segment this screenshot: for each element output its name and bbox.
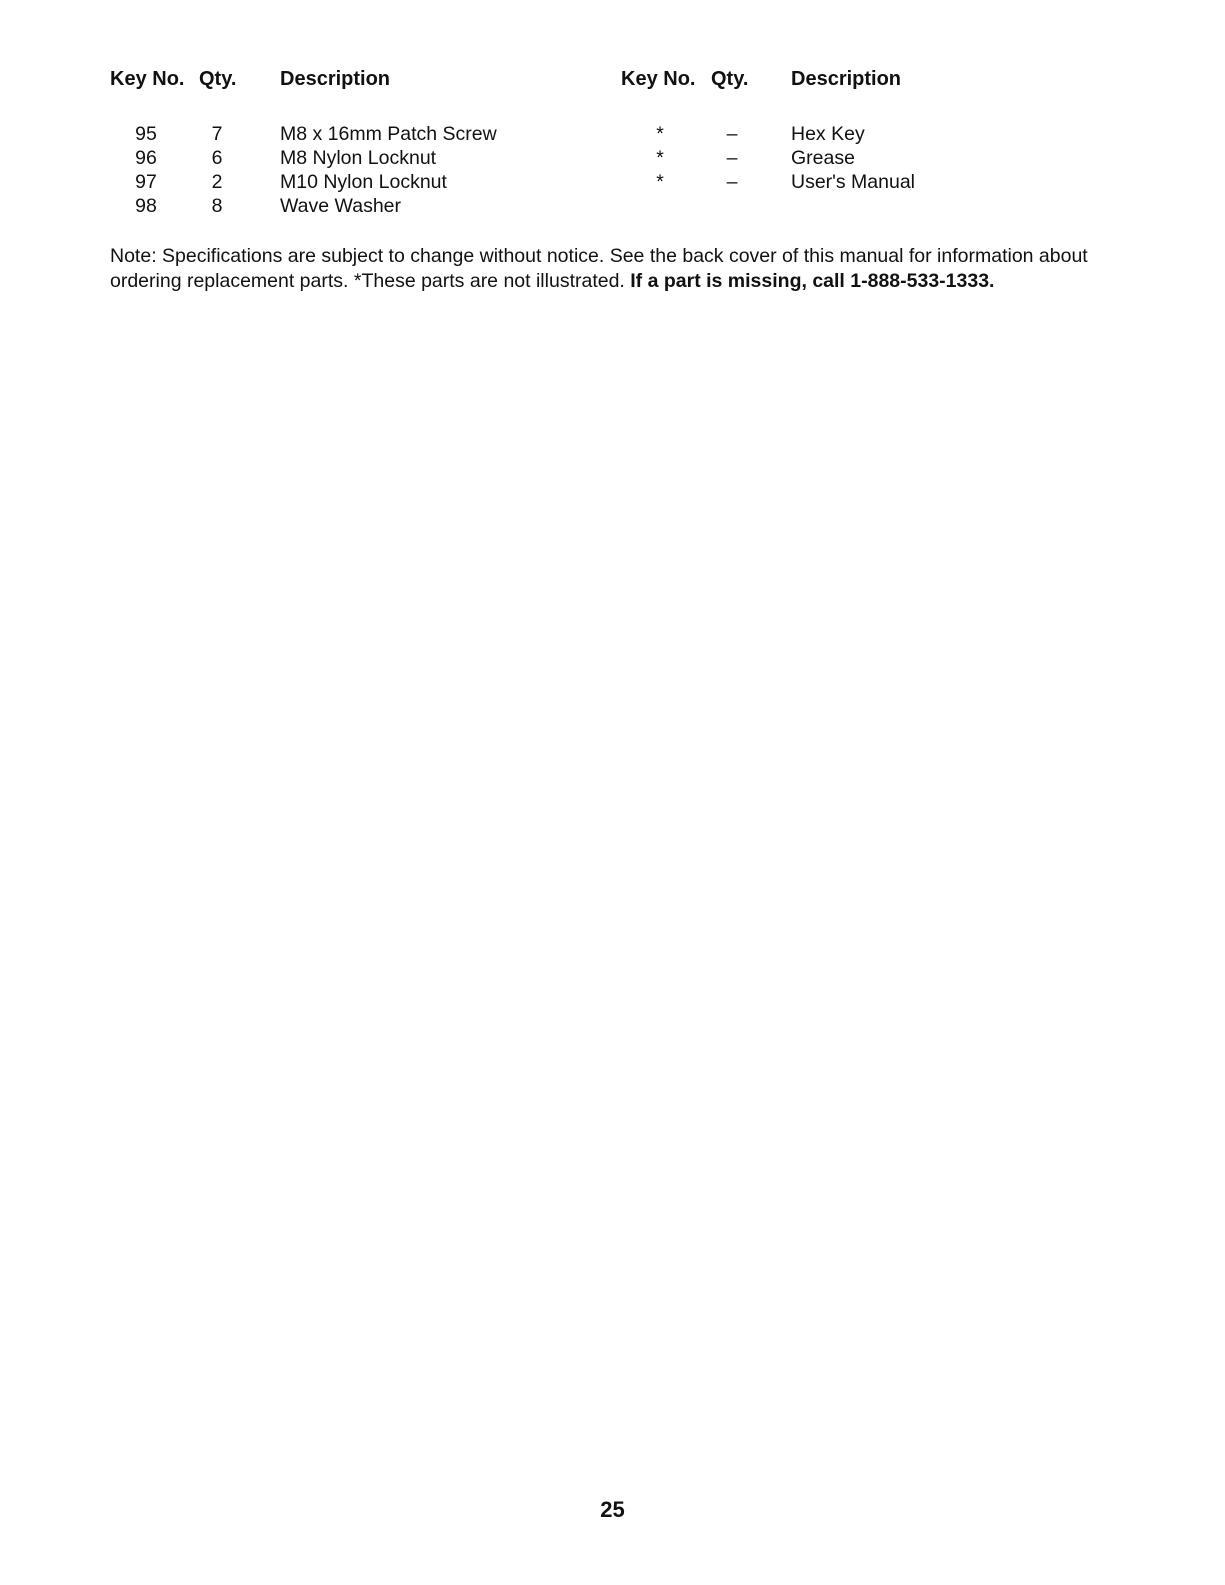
key-no-cell: 98	[135, 195, 157, 217]
description-cell: User's Manual	[791, 171, 916, 193]
left-header-description: Description	[280, 68, 391, 90]
description-cell: M8 x 16mm Patch Screw	[280, 123, 497, 145]
qty-cell: –	[726, 147, 738, 169]
specifications-note	[110, 244, 1110, 294]
key-no-cell: 97	[135, 171, 157, 193]
left-header-qty: Qty.	[199, 68, 237, 90]
page-number: 25	[600, 1497, 625, 1522]
key-no-cell: *	[656, 123, 664, 145]
key-no-cell: *	[656, 147, 664, 169]
description-cell: M10 Nylon Locknut	[280, 171, 447, 193]
key-no-cell: 96	[135, 147, 157, 169]
left-header-key-no: Key No.	[110, 68, 185, 90]
qty-cell: –	[726, 123, 738, 145]
description-cell: M8 Nylon Locknut	[280, 147, 437, 169]
description-cell: Grease	[791, 147, 855, 169]
missing-part-callout: If a part is missing, call 1-888-533-1333.	[630, 270, 995, 292]
key-no-cell: 95	[135, 123, 157, 145]
qty-cell: 7	[211, 123, 223, 145]
right-header-key-no: Key No.	[621, 68, 696, 90]
description-cell: Wave Washer	[280, 195, 401, 217]
right-header-qty: Qty.	[711, 68, 749, 90]
description-cell: Hex Key	[791, 123, 865, 145]
qty-cell: 8	[211, 195, 223, 217]
key-no-cell: *	[656, 171, 664, 193]
note-text: Note: Specifications are subject to change without notice. See the back cover of this manual for information about ordering replacement parts. *These parts are not illustrated.	[110, 245, 1088, 292]
qty-cell: –	[726, 171, 738, 193]
right-header-description: Description	[791, 68, 902, 90]
qty-cell: 6	[211, 147, 223, 169]
qty-cell: 2	[211, 171, 223, 193]
